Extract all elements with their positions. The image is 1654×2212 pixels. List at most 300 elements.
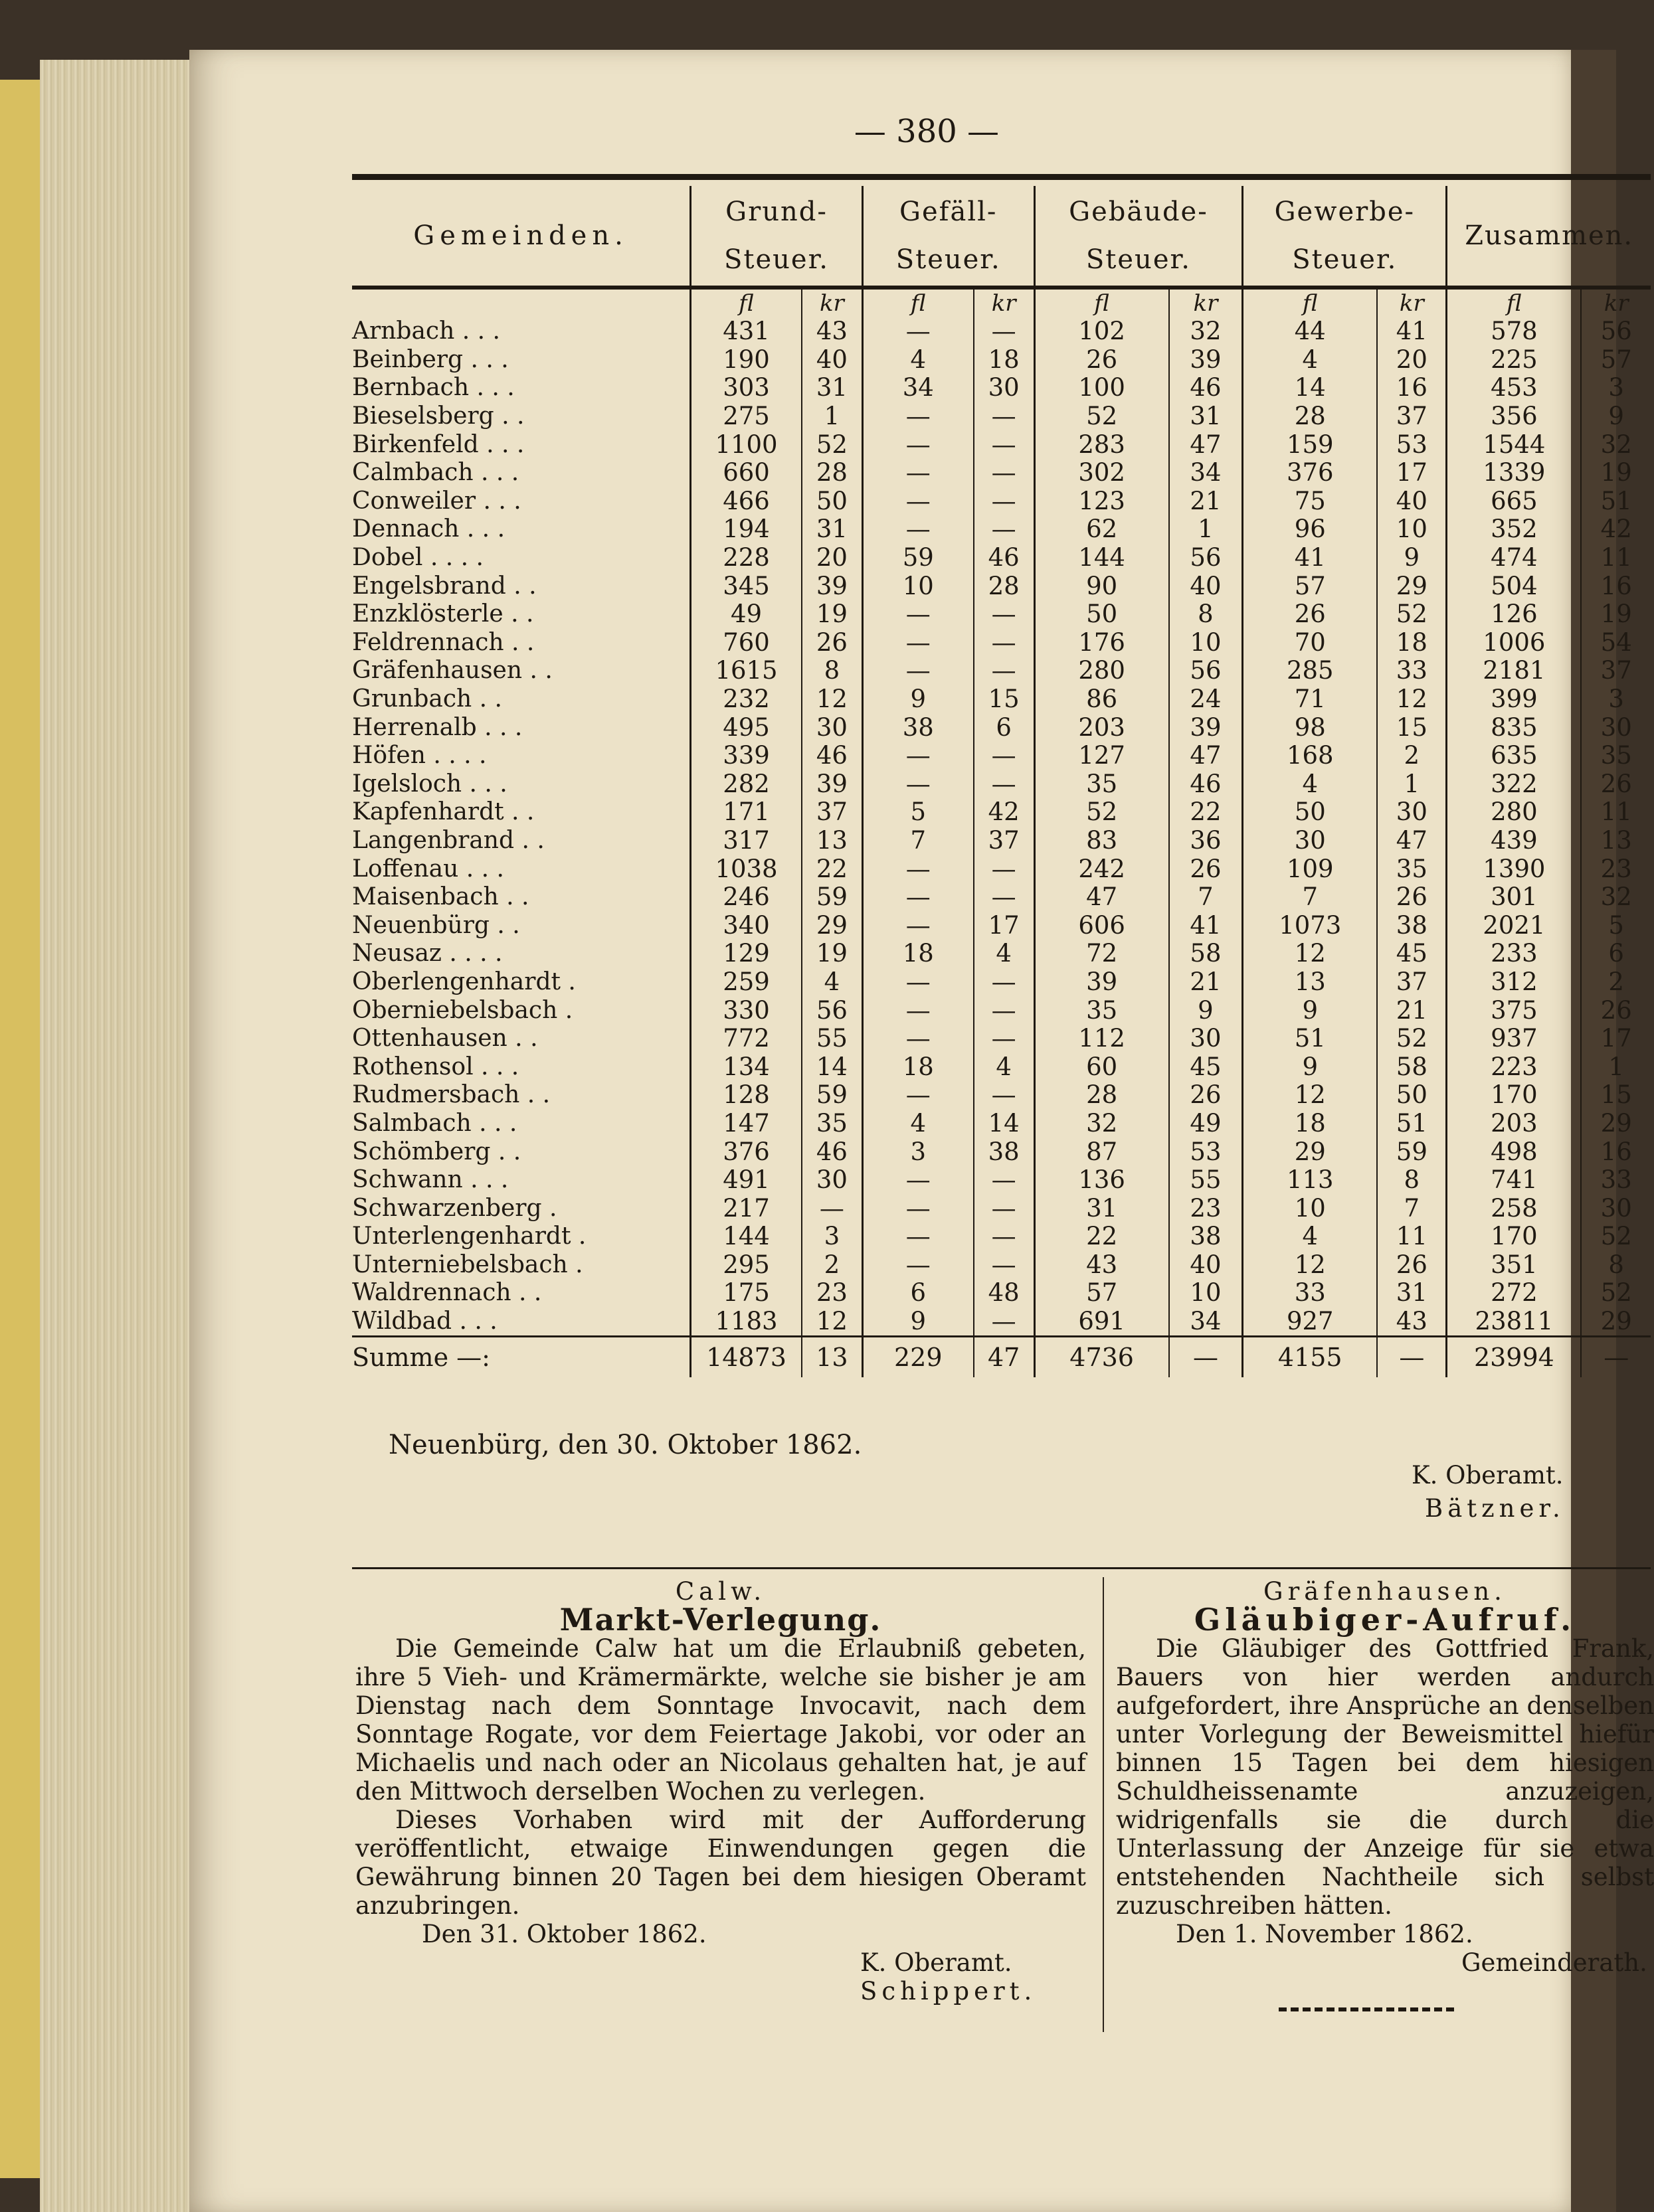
value-cell: — (862, 770, 973, 799)
table-row (352, 940, 1651, 968)
value-cell: 340 (691, 911, 802, 940)
value-cell: — (974, 1166, 1034, 1195)
unit-kr: kr (1581, 290, 1651, 317)
value-cell: 233 (1447, 940, 1582, 968)
value-cell: 4 (1243, 770, 1378, 799)
value-cell: 760 (691, 629, 802, 657)
value-cell: 52 (1581, 1223, 1651, 1251)
unit-fl: fl (862, 290, 973, 317)
notice-calw-paragraph-1: Die Gemeinde Calw hat um die Erlaubniß gebeten, ihre 5 Vieh- und Krämermärkte, welche sie bisher je am Dienstag nach dem Sonntage Invocavit, nach dem Sonntage Rogate, vor dem Feiertage Jakobi, vor oder an Michaelis und nach oder an Nicolaus gehalten hat, je auf den Mittwoch derselben Wochen zu verlegen. (355, 1634, 1086, 1806)
value-cell: 11 (1581, 798, 1651, 827)
value-cell: 4 (1243, 346, 1378, 375)
table-row (352, 996, 1651, 1025)
value-cell: 113 (1243, 1166, 1378, 1195)
value-cell: 46 (802, 742, 862, 770)
gemeinde-name: Engelsbrand . . (352, 572, 537, 600)
value-cell: 26 (1581, 770, 1651, 799)
value-cell: 3 (862, 1138, 973, 1166)
value-cell: 303 (691, 374, 802, 402)
header-gemeinden: Gemeinden. (413, 220, 628, 251)
notice-graefenhausen-place: Gräfenhausen. (1263, 1577, 1507, 1606)
value-cell: 41 (1243, 544, 1378, 572)
gemeinde-name: Schömberg . . (352, 1138, 521, 1165)
value-cell: 18 (862, 1053, 973, 1081)
value-cell: 43 (1034, 1251, 1169, 1280)
value-cell: 136 (1034, 1166, 1169, 1195)
value-cell: 170 (1447, 1081, 1582, 1110)
value-cell: 29 (802, 911, 862, 940)
value-cell: 22 (1169, 798, 1243, 827)
value-cell: — (1581, 1337, 1651, 1378)
notice-calw-office: K. Oberamt. (860, 1948, 1012, 1977)
table-row (352, 742, 1651, 770)
value-cell: 8 (1581, 1251, 1651, 1280)
value-cell: 38 (862, 713, 973, 742)
value-cell: 18 (862, 940, 973, 968)
value-cell: 6 (1581, 940, 1651, 968)
header-gewerbe-steuer: Gewerbe- Steuer. (1243, 186, 1447, 286)
gemeinde-name: Herrenalb . . . (352, 713, 523, 741)
value-cell: 285 (1243, 657, 1378, 685)
value-cell: 50 (1034, 600, 1169, 629)
value-cell: 56 (1581, 317, 1651, 346)
tax-table (352, 186, 1651, 1377)
value-cell: 21 (1377, 996, 1447, 1025)
value-cell: — (862, 317, 973, 346)
value-cell: 20 (1377, 346, 1447, 375)
value-cell: — (862, 911, 973, 940)
value-cell: 504 (1447, 572, 1582, 600)
value-cell: — (862, 1251, 973, 1280)
value-cell: 12 (1377, 685, 1447, 714)
value-cell: 44 (1243, 317, 1378, 346)
value-cell: 50 (802, 487, 862, 516)
value-cell: 660 (691, 459, 802, 487)
value-cell: — (974, 855, 1034, 883)
notice-graefenhausen-paragraph: Die Gläubiger des Gottfried Frank, Bauers von hier werden andurch aufgefordert, ihre Ansprüche an denselben unter Vorlegung der Beweismittel hiefür binnen 15 Tagen bei dem hiesigen Schuldheissenamte anzuzeigen, widrigenfalls sie die durch die Unterlassung der Anzeige für sie etwa entstehenden Nachtheile sich selbst zuzuschreiben hätten. (1116, 1634, 1654, 1920)
table-row (352, 855, 1651, 883)
value-cell: 28 (802, 459, 862, 487)
value-cell: 7 (1169, 883, 1243, 912)
value-cell: 295 (691, 1251, 802, 1280)
value-cell: 691 (1034, 1308, 1169, 1337)
gemeinde-name: Birkenfeld . . . (352, 430, 525, 458)
value-cell: 26 (1034, 346, 1169, 375)
value-cell: 2 (1581, 968, 1651, 997)
gemeinde-name: Ottenhausen . . (352, 1025, 538, 1053)
value-cell: 1390 (1447, 855, 1582, 883)
value-cell: 10 (862, 572, 973, 600)
value-cell: 123 (1034, 487, 1169, 516)
value-cell: 1544 (1447, 430, 1582, 459)
value-cell: 39 (1169, 346, 1243, 375)
value-cell: — (1377, 1337, 1447, 1378)
value-cell: 51 (1377, 1110, 1447, 1138)
value-cell: 35 (1377, 855, 1447, 883)
value-cell: — (862, 742, 973, 770)
notice-calw-signer: Schippert. (860, 1977, 1037, 2005)
table-row (352, 1279, 1651, 1308)
table-row (352, 685, 1651, 714)
gemeinde-name: Kapfenhardt . . (352, 798, 535, 826)
value-cell: 58 (1169, 940, 1243, 968)
value-cell: 40 (1169, 1251, 1243, 1280)
value-cell: 4 (974, 1053, 1034, 1081)
value-cell: 13 (1243, 968, 1378, 997)
unit-fl: fl (1034, 290, 1169, 317)
value-cell: 37 (1581, 657, 1651, 685)
value-cell: 229 (862, 1337, 973, 1378)
table-body (352, 290, 1651, 1377)
value-cell: 275 (691, 402, 802, 431)
value-cell: 102 (1034, 317, 1169, 346)
value-cell: 4 (1243, 1223, 1378, 1251)
gemeinde-name: Maisenbach . . (352, 883, 529, 911)
table-row (352, 1166, 1651, 1195)
value-cell: 52 (1581, 1279, 1651, 1308)
table-row (352, 1081, 1651, 1110)
value-cell: 32 (1034, 1110, 1169, 1138)
value-cell: 376 (1243, 459, 1378, 487)
value-cell: — (802, 1194, 862, 1223)
value-cell: 38 (974, 1138, 1034, 1166)
value-cell: 17 (1581, 1025, 1651, 1053)
gemeinde-name: Conweiler . . . (352, 487, 521, 515)
value-cell: — (974, 317, 1034, 346)
gemeinde-name: Bernbach . . . (352, 374, 515, 402)
notice-calw-date: Den 31. Oktober 1862. (422, 1920, 707, 1948)
value-cell: — (862, 1025, 973, 1053)
value-cell: 37 (1377, 968, 1447, 997)
value-cell: 75 (1243, 487, 1378, 516)
value-cell: 16 (1581, 1138, 1651, 1166)
table-row (352, 968, 1651, 997)
table-top-rule (352, 174, 1651, 180)
value-cell: — (862, 968, 973, 997)
value-cell: 9 (1243, 996, 1378, 1025)
table-row (352, 487, 1651, 516)
value-cell: 927 (1243, 1308, 1378, 1337)
value-cell: 578 (1447, 317, 1582, 346)
table-row (352, 430, 1651, 459)
value-cell: 62 (1034, 515, 1169, 544)
value-cell: — (974, 459, 1034, 487)
value-cell: 23994 (1447, 1337, 1582, 1378)
table-row (352, 544, 1651, 572)
value-cell: 176 (1034, 629, 1169, 657)
gemeinde-name: Dennach . . . (352, 515, 505, 543)
gemeinde-name: Wildbad . . . (352, 1308, 498, 1335)
value-cell: 39 (802, 770, 862, 799)
value-cell: 1 (1377, 770, 1447, 799)
value-cell: 28 (1243, 402, 1378, 431)
value-cell: 144 (691, 1223, 802, 1251)
value-cell: — (862, 487, 973, 516)
value-cell: 203 (1034, 713, 1169, 742)
value-cell: 23811 (1447, 1308, 1582, 1337)
value-cell: 9 (1581, 402, 1651, 431)
value-cell: 4 (974, 940, 1034, 968)
gemeinde-name: Feldrennach . . (352, 628, 535, 656)
value-cell: 43 (802, 317, 862, 346)
value-cell: — (974, 770, 1034, 799)
value-cell: 52 (802, 430, 862, 459)
value-cell: — (862, 1166, 973, 1195)
value-cell: 51 (1243, 1025, 1378, 1053)
value-cell: 46 (1169, 374, 1243, 402)
value-cell: 147 (691, 1110, 802, 1138)
table-row (352, 1110, 1651, 1138)
table-row (352, 1194, 1651, 1223)
value-cell: 51 (1581, 487, 1651, 516)
value-cell: — (862, 1081, 973, 1110)
gemeinde-name: Bieselsberg . . (352, 402, 525, 430)
header-gebaeude-steuer: Gebäude- Steuer. (1034, 186, 1243, 286)
value-cell: 55 (802, 1025, 862, 1053)
table-row (352, 1025, 1651, 1053)
value-cell: 100 (1034, 374, 1169, 402)
signature-name: Bätzner. (1425, 1494, 1565, 1523)
header-zusammen: Zusammen. (1447, 186, 1651, 286)
value-cell: 1 (802, 402, 862, 431)
value-cell: 38 (1377, 911, 1447, 940)
value-cell: — (862, 883, 973, 912)
gemeinde-name: Oberniebelsbach . (352, 996, 573, 1024)
value-cell: 87 (1034, 1138, 1169, 1166)
value-cell: — (974, 402, 1034, 431)
value-cell: 40 (802, 346, 862, 375)
value-cell: 246 (691, 883, 802, 912)
value-cell: 55 (1169, 1166, 1243, 1195)
value-cell: 26 (802, 629, 862, 657)
table-row (352, 402, 1651, 431)
value-cell: 12 (1243, 1081, 1378, 1110)
table-row (352, 515, 1651, 544)
value-cell: 474 (1447, 544, 1582, 572)
table-row (352, 911, 1651, 940)
value-cell: 7 (1377, 1194, 1447, 1223)
value-cell: 53 (1169, 1138, 1243, 1166)
value-cell: 3 (1581, 374, 1651, 402)
value-cell: 41 (1169, 911, 1243, 940)
table-row (352, 1251, 1651, 1280)
notice-calw-title: Markt-Verlegung. (559, 1602, 882, 1638)
value-cell: 280 (1034, 657, 1169, 685)
notice-graefenhausen-signer: Gemeinderath. (1461, 1948, 1647, 1977)
value-cell: 14 (802, 1053, 862, 1081)
value-cell: 30 (1377, 798, 1447, 827)
value-cell: 47 (1377, 827, 1447, 855)
value-cell: 33 (1243, 1279, 1378, 1308)
notice-calw (355, 1577, 1086, 2005)
value-cell: 635 (1447, 742, 1582, 770)
unit-kr: kr (1169, 290, 1243, 317)
value-cell: 835 (1447, 713, 1582, 742)
signature-office: K. Oberamt. (1412, 1461, 1564, 1489)
unit-kr: kr (1377, 290, 1447, 317)
value-cell: 21 (1169, 968, 1243, 997)
section-divider-rule (352, 1567, 1651, 1569)
value-cell: 57 (1034, 1279, 1169, 1308)
value-cell: 134 (691, 1053, 802, 1081)
value-cell: 19 (1581, 600, 1651, 629)
value-cell: 50 (1243, 798, 1378, 827)
value-cell: 9 (862, 1308, 973, 1337)
value-cell: 52 (1034, 798, 1169, 827)
value-cell: 29 (1581, 1110, 1651, 1138)
value-cell: 12 (1243, 1251, 1378, 1280)
value-cell: 272 (1447, 1279, 1582, 1308)
table-row (352, 459, 1651, 487)
value-cell: — (862, 1194, 973, 1223)
value-cell: 9 (1377, 544, 1447, 572)
value-cell: 53 (1377, 430, 1447, 459)
gemeinde-name: Oberlengenhardt . (352, 968, 576, 995)
value-cell: 57 (1243, 572, 1378, 600)
value-cell: 126 (1447, 600, 1582, 629)
value-cell: 34 (1169, 459, 1243, 487)
value-cell: 18 (1243, 1110, 1378, 1138)
value-cell: 43 (1377, 1308, 1447, 1337)
value-cell: 31 (802, 374, 862, 402)
value-cell: 1 (1581, 1053, 1651, 1081)
value-cell: 39 (1169, 713, 1243, 742)
value-cell: 5 (862, 798, 973, 827)
value-cell: — (862, 996, 973, 1025)
value-cell: 23 (802, 1279, 862, 1308)
value-cell: — (862, 855, 973, 883)
value-cell: 37 (974, 827, 1034, 855)
gemeinde-name: Grunbach . . (352, 685, 502, 713)
value-cell: 31 (1377, 1279, 1447, 1308)
value-cell: 42 (974, 798, 1034, 827)
value-cell: 54 (1581, 629, 1651, 657)
gemeinde-name: Unterlengenhardt . (352, 1223, 587, 1250)
value-cell: 339 (691, 742, 802, 770)
value-cell: 56 (1169, 657, 1243, 685)
value-cell: 38 (1169, 1223, 1243, 1251)
value-cell: 4155 (1243, 1337, 1378, 1378)
value-cell: — (862, 402, 973, 431)
value-cell: 9 (1169, 996, 1243, 1025)
value-cell: 937 (1447, 1025, 1582, 1053)
table-row (352, 1053, 1651, 1081)
document-page (189, 50, 1654, 2212)
value-cell: 57 (1581, 346, 1651, 375)
value-cell: 491 (691, 1166, 802, 1195)
table-row (352, 374, 1651, 402)
value-cell: 14 (1243, 374, 1378, 402)
table-row (352, 713, 1651, 742)
value-cell: 90 (1034, 572, 1169, 600)
value-cell: 15 (1581, 1081, 1651, 1110)
table-row (352, 600, 1651, 629)
value-cell: — (862, 600, 973, 629)
value-cell: 8 (1377, 1166, 1447, 1195)
value-cell: 5 (1581, 911, 1651, 940)
value-cell: 466 (691, 487, 802, 516)
value-cell: 203 (1447, 1110, 1582, 1138)
value-cell: 242 (1034, 855, 1169, 883)
table-row (352, 346, 1651, 375)
value-cell: 39 (1034, 968, 1169, 997)
gemeinde-name: Schwarzenberg . (352, 1194, 557, 1222)
value-cell: 109 (1243, 855, 1378, 883)
table-row (352, 798, 1651, 827)
value-cell: 8 (1169, 600, 1243, 629)
gemeinde-name: Loffenau . . . (352, 855, 504, 883)
value-cell: 1183 (691, 1308, 802, 1337)
table-row (352, 883, 1651, 912)
value-cell: 2 (1377, 742, 1447, 770)
value-cell: 352 (1447, 515, 1582, 544)
header-grund-steuer: Grund- Steuer. (691, 186, 863, 286)
notice-calw-place: Calw. (675, 1577, 767, 1606)
gemeinde-name: Höfen . . . . (352, 742, 487, 770)
value-cell: — (974, 600, 1034, 629)
value-cell: 52 (1377, 600, 1447, 629)
value-cell: 13 (802, 827, 862, 855)
value-cell: 33 (1581, 1166, 1651, 1195)
value-cell: 144 (1034, 544, 1169, 572)
value-cell: 665 (1447, 487, 1582, 516)
value-cell: 26 (1377, 883, 1447, 912)
value-cell: 159 (1243, 430, 1378, 459)
value-cell: 1073 (1243, 911, 1378, 940)
table-row (352, 572, 1651, 600)
value-cell: — (974, 657, 1034, 685)
value-cell: 58 (1377, 1053, 1447, 1081)
value-cell: 35 (1034, 996, 1169, 1025)
table-row (352, 657, 1651, 685)
gemeinde-name: Arnbach . . . (352, 317, 500, 345)
value-cell: 431 (691, 317, 802, 346)
value-cell: — (862, 430, 973, 459)
value-cell: 495 (691, 713, 802, 742)
value-cell: — (974, 1194, 1034, 1223)
value-cell: 12 (802, 1308, 862, 1337)
value-cell: — (862, 1223, 973, 1251)
gemeinde-name: Gräfenhausen . . (352, 657, 553, 685)
value-cell: 34 (862, 374, 973, 402)
value-cell: 59 (802, 883, 862, 912)
value-cell: 29 (1243, 1138, 1378, 1166)
table-row (352, 1223, 1651, 1251)
ornament-rule (1279, 2007, 1458, 2011)
value-cell: 225 (1447, 346, 1582, 375)
value-cell: 228 (691, 544, 802, 572)
value-cell: 128 (691, 1081, 802, 1110)
value-cell: 4 (802, 968, 862, 997)
value-cell: 127 (1034, 742, 1169, 770)
value-cell: 18 (974, 346, 1034, 375)
value-cell: 11 (1581, 544, 1651, 572)
gemeinde-name: Dobel . . . . (352, 544, 484, 572)
value-cell: 36 (1169, 827, 1243, 855)
value-cell: — (974, 883, 1034, 912)
unit-fl: fl (691, 290, 802, 317)
gemeinde-name: Salmbach . . . (352, 1109, 517, 1137)
value-cell: 31 (802, 515, 862, 544)
page-number: — 380 — (854, 113, 1000, 150)
book-page-stack (40, 60, 195, 2212)
value-cell: — (1169, 1337, 1243, 1378)
value-cell: 33 (1377, 657, 1447, 685)
value-cell: 2 (802, 1251, 862, 1280)
value-cell: 19 (1581, 459, 1651, 487)
value-cell: — (974, 515, 1034, 544)
value-cell: 772 (691, 1025, 802, 1053)
